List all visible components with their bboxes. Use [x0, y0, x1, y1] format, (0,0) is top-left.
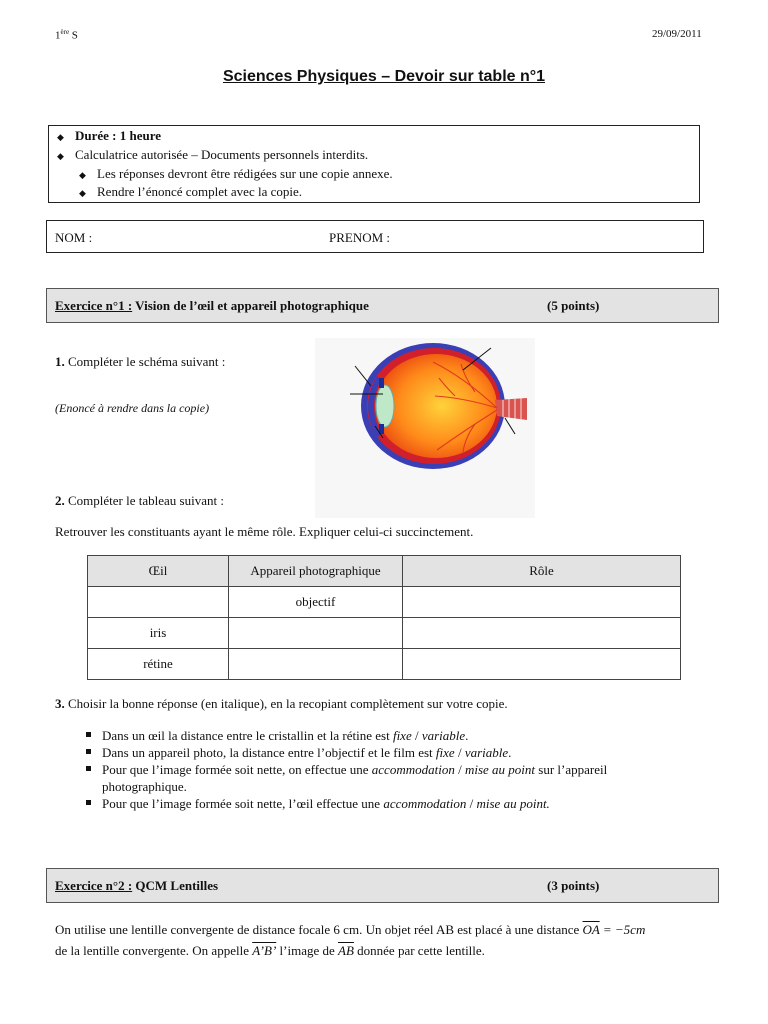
table-cell[interactable]	[229, 649, 403, 680]
list-item: Dans un œil la distance entre le cristallin et la rétine est fixe / variable.	[82, 727, 607, 744]
firstname-label: PRENOM :	[329, 230, 391, 245]
duration-line: ◆ Durée : 1 heure	[57, 128, 162, 143]
list-item: Pour que l’image formée soit nette, on effectue une accommodation / mise au point sur l’appareil photographique.	[82, 761, 607, 795]
table-cell: rétine	[88, 649, 229, 680]
exercise-2-header	[46, 868, 719, 903]
table-header: Œil	[88, 556, 229, 587]
answers-line: ◆ Les réponses devront être rédigées sur une copie annexe.	[79, 166, 393, 181]
instructions-box	[48, 125, 700, 203]
name-label: NOM :	[55, 230, 93, 245]
eye-diagram	[315, 338, 535, 518]
table-row	[88, 587, 681, 618]
diamond-bullet-icon: ◆	[57, 132, 64, 142]
table-header: Appareil photographique	[229, 556, 403, 587]
table-cell[interactable]	[403, 649, 681, 680]
identity-box[interactable]	[46, 220, 704, 253]
comparison-table	[87, 555, 681, 680]
question-1: 1. Compléter le schéma suivant :	[55, 354, 226, 369]
table-cell: iris	[88, 618, 229, 649]
exercise-1-header	[46, 288, 719, 323]
choice-list	[82, 727, 607, 812]
exercise-1-points: (5 points)	[547, 298, 600, 313]
table-row	[88, 618, 681, 649]
return-line: ◆ Rendre l’énoncé complet avec la copie.	[79, 184, 303, 199]
diamond-bullet-icon: ◆	[79, 170, 86, 180]
exercise-2-paragraph-1: On utilise une lentille convergente de distance focale 6 cm. Un objet réel AB est placé à une distance $\overline{OA} = -5cm$	[55, 922, 646, 937]
class-label: 1ère S	[55, 28, 78, 42]
table-cell: objectif	[229, 587, 403, 618]
question-2-instruction: Retrouver les constituants ayant le même rôle. Expliquer celui-ci succinctement.	[55, 524, 474, 539]
diamond-bullet-icon: ◆	[79, 188, 86, 198]
table-cell[interactable]	[403, 587, 681, 618]
table-cell[interactable]	[88, 587, 229, 618]
lens-shape	[376, 385, 394, 427]
page-title: Sciences Physiques – Devoir sur table n°1	[222, 68, 546, 85]
table-cell[interactable]	[403, 618, 681, 649]
table-header: Rôle	[403, 556, 681, 587]
exercise-2-paragraph-2: de la lentille convergente. On appelle A’B’ l’image de $\overline{AB}$ donnée par cette lentille.	[55, 943, 485, 958]
question-1-note: (Enoncé à rendre dans la copie)	[55, 401, 210, 415]
diamond-bullet-icon: ◆	[57, 151, 64, 161]
question-2: 2. Compléter le tableau suivant :	[55, 493, 224, 508]
table-header-row	[88, 556, 681, 587]
table-cell[interactable]	[229, 618, 403, 649]
exercise-2-points: (3 points)	[547, 878, 600, 893]
list-item: Dans un appareil photo, la distance entre l’objectif et le film est fixe / variable.	[82, 744, 607, 761]
date: 29/09/2011	[652, 28, 702, 40]
exercise-1-title: Exercice n°1 : Vision de l’œil et appareil photographique	[55, 298, 369, 313]
calculator-line: ◆ Calculatrice autorisée – Documents personnels interdits.	[57, 147, 369, 162]
question-3: 3. Choisir la bonne réponse (en italique), en la recopiant complètement sur votre copie.	[55, 696, 508, 711]
iris-top	[379, 378, 384, 388]
table-row	[88, 649, 681, 680]
list-item: Pour que l’image formée soit nette, l’œil effectue une accommodation / mise au point.	[82, 795, 607, 812]
exercise-2-title: Exercice n°2 : QCM Lentilles	[55, 878, 219, 893]
